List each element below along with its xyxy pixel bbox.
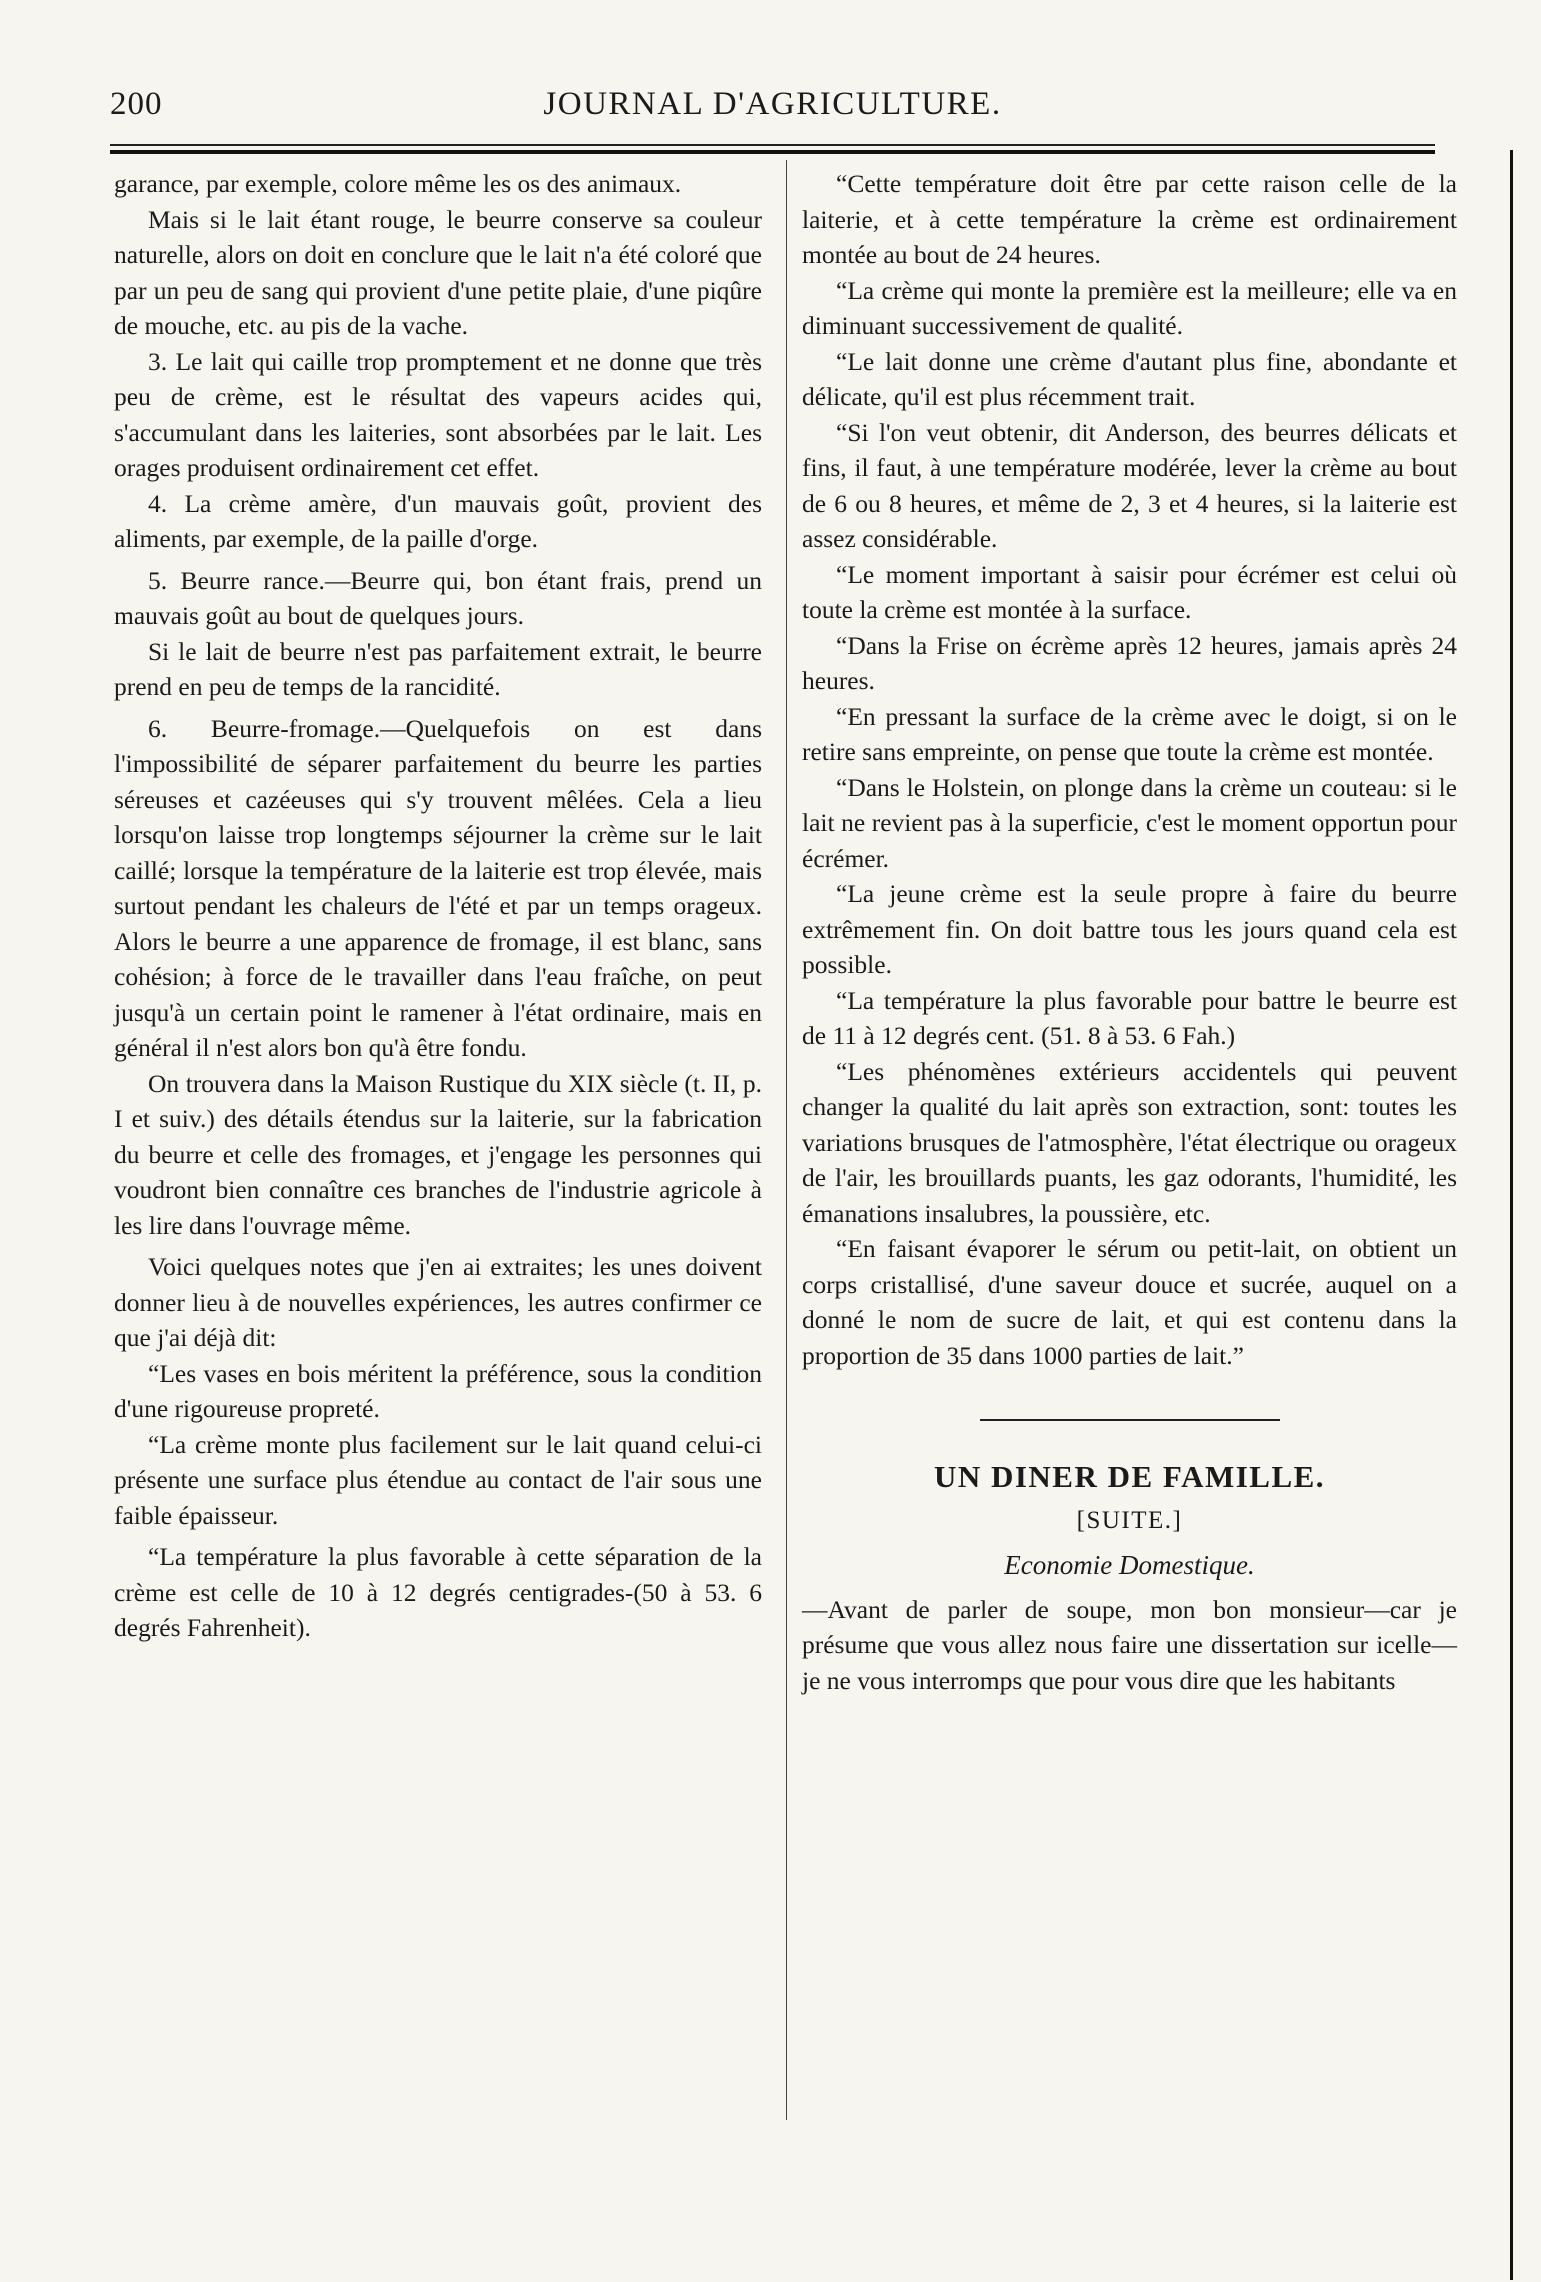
paragraph: “Le lait donne une crème d'autant plus fine, abondante et délicate, qu'il est plus récemment trait. (802, 346, 1457, 411)
paragraph: “Le moment important à saisir pour écrémer est celui où toute la crème est montée à la surface. (802, 559, 1457, 624)
page-edge-rule (1510, 150, 1513, 2280)
paragraph: “La crème monte plus facilement sur le lait quand celui-ci présente une surface plus étendue au contact de l'air sous une faible épaisseur. (114, 1429, 762, 1530)
paragraph: “La température la plus favorable pour battre le beurre est de 11 à 12 degrés cent. (51. 8 à 53. 6 Fah.) (802, 985, 1457, 1050)
paragraph: “Si l'on veut obtenir, dit Anderson, des beurres délicats et fins, il faut, à une température modérée, lever la crème au bout de 6 ou 8 heures, et même de 2, 3 et 4 heures, si la laiterie est assez considérable. (802, 417, 1457, 553)
page-number: 200 (110, 86, 163, 122)
continued-label: [SUITE.] (1076, 1506, 1183, 1534)
paragraph: On trouvera dans la Maison Rustique du XIX siècle (t. II, p. I et suiv.) des détails étendus sur la laiterie, sur la fabrication du beurre et celle des fromages, et j'engage les personnes qui voudront bien connaître ces branches de l'industrie agricole à les lire dans l'ouvrage même. (114, 1068, 762, 1240)
header-rule-thick (110, 150, 1435, 154)
article-subtitle: Economie Domestique. (1004, 1550, 1255, 1580)
paragraph: “Les vases en bois méritent la préférence, sous la condition d'une rigoureuse propreté. (114, 1358, 762, 1423)
section-separator-rule (980, 1419, 1280, 1421)
paragraph: 5. Beurre rance.—Beurre qui, bon étant frais, prend un mauvais goût au bout de quelques jours. (114, 565, 762, 630)
paragraph: “En faisant évaporer le sérum ou petit-lait, on obtient un corps cristallisé, d'une saveur douce et sucrée, auquel on a donné le nom de sucre de lait, et qui est contenu dans la proportion de 35 dans 1000 parties de lait.” (802, 1234, 1457, 1370)
left-column (114, 166, 762, 1646)
paragraph: Voici quelques notes que j'en ai extraites; les unes doivent donner lieu à de nouvelles expériences, les autres confirmer ce que j'ai déjà dit: (114, 1252, 762, 1352)
paragraph: 6. Beurre-fromage.—Quelquefois on est dans l'impossibilité de séparer parfaitement du beurre les parties séreuses et cazéeuses qui s'y trouvent mêlées. Cela a lieu lorsqu'on laisse trop longtemps séjourner la crème sur le lait caillé; lorsque la température de la laiterie est trop élevée, mais surtout pendant les chaleurs de l'été et par un temps orageux. Alors le beurre a une apparence de fromage, il est blanc, sans cohésion; à force de le travailler dans l'eau fraîche, on peut jusqu'à un certain point le ramener à l'état ordinaire, mais en général il n'est alors bon qu'à être fondu. (114, 713, 762, 1062)
paragraph: “Dans le Holstein, on plonge dans la crème un couteau: si le lait ne revient pas à la superficie, c'est le moment opportun pour écrémer. (802, 772, 1457, 873)
paragraph: —Avant de parler de soupe, mon bon monsieur—car je présume que vous allez nous faire une dissertation sur icelle—je ne vous interromps que pour vous dire que les habitants (802, 1594, 1457, 1695)
paragraph: “Cette température doit être par cette raison celle de la laiterie, et à cette température la crème est ordinairement montée au bout de 24 heures. (802, 169, 1457, 269)
paragraph: Mais si le lait étant rouge, le beurre conserve sa couleur naturelle, alors on doit en conclure que le lait n'a été coloré que par un peu de sang qui provient d'une petite plaie, d'une piqûre de mouche, etc. au pis de la vache. (114, 204, 762, 340)
running-title: JOURNAL D'AGRICULTURE. (543, 86, 1002, 122)
paragraph: “Dans la Frise on écrème après 12 heures, jamais après 24 heures. (802, 630, 1457, 695)
paragraph: 3. Le lait qui caille trop promptement et ne donne que très peu de crème, est le résultat des vapeurs acides qui, s'accumulant dans les laiteries, sont absorbées par le lait. Les orages produisent ordinairement cet effet. (114, 346, 762, 482)
paragraph: “La température la plus favorable à cette séparation de la crème est celle de 10 à 12 degrés centigrades-(50 à 53. 6 degrés Fahrenheit). (114, 1542, 762, 1642)
paragraph: Si le lait de beurre n'est pas parfaitement extrait, le beurre prend en peu de temps de la rancidité. (114, 636, 762, 701)
header-rule-thin (110, 144, 1435, 146)
paragraph: “En pressant la surface de la crème avec le doigt, si on le retire sans empreinte, on pense que toute la crème est montée. (802, 701, 1457, 766)
article-title: UN DINER DE FAMILLE. (933, 1459, 1326, 1494)
column-divider (786, 160, 787, 2120)
page-header (110, 86, 1435, 136)
paragraph: “La jeune crème est la seule propre à faire du beurre extrêmement fin. On doit battre tous les jours quand cela est possible. (802, 879, 1457, 979)
right-column (802, 166, 1457, 1698)
paragraph: “La crème qui monte la première est la meilleure; elle va en diminuant successivement de qualité. (802, 275, 1457, 340)
paragraph: “Les phénomènes extérieurs accidentels qui peuvent changer la qualité du lait après son extraction, sont: toutes les variations brusques de l'atmosphère, l'état électrique ou orageux de l'air, les brouillards puants, les gaz odorants, l'humidité, les émanations insalubres, la poussière, etc. (802, 1056, 1457, 1228)
paragraph: garance, par exemple, colore même les os des animaux. (114, 169, 682, 198)
paragraph: 4. La crème amère, d'un mauvais goût, provient des aliments, par exemple, de la paille d'orge. (114, 488, 762, 553)
